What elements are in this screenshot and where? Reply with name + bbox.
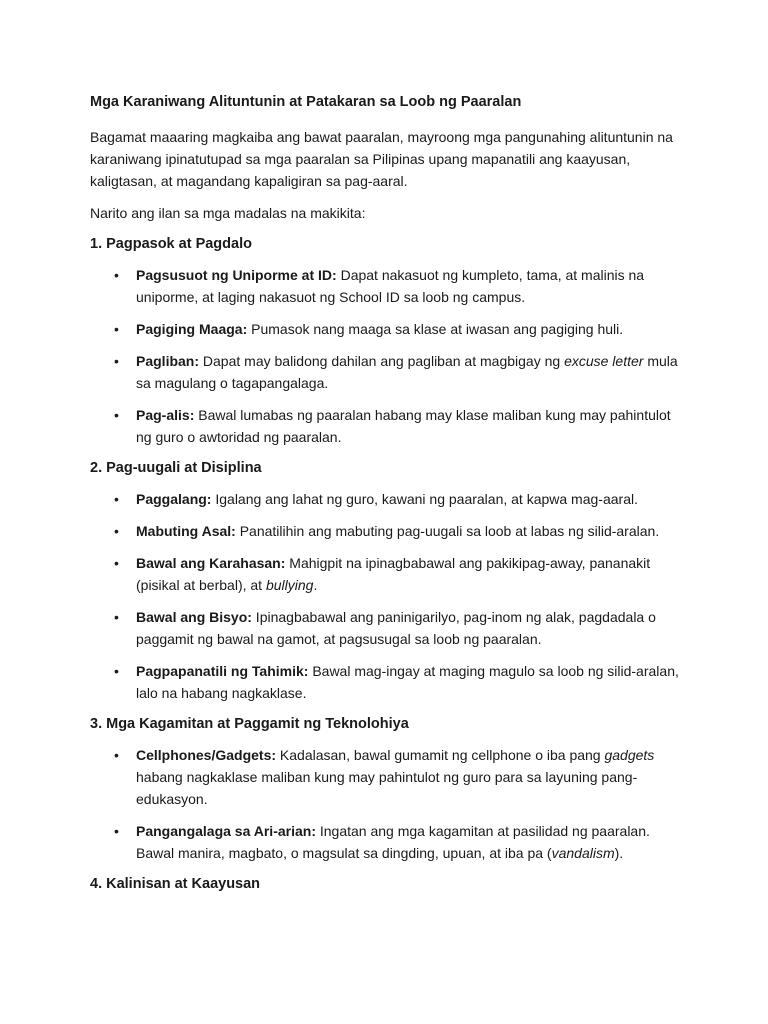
rule-text: Ipinagbabawal ang paninigarilyo, pag-inom ng alak, pagdadala o paggamit ng bawal na gamot, at pagsusugal sa loob ng paaralan. [136, 609, 656, 647]
list-item [90, 264, 688, 308]
section-heading: 4. Kalinisan at Kaayusan [90, 876, 261, 892]
rule-term: Pag-alis: [136, 407, 195, 423]
rule-term: Pangangalaga sa Ari-arian: [136, 823, 316, 839]
intro-paragraph: Bagamat maaaring magkaiba ang bawat paaralan, mayroong mga pangunahing alituntunin na karaniwang ipinatutupad sa mga paaralan sa Pilipinas upang mapanatili ang kaayusan, kaligtasan, at magandang kapaligiran sa pag-aaral. [90, 129, 673, 189]
rule-term: Paggalang: [136, 491, 212, 507]
list-item [90, 520, 688, 542]
bullet-icon: • [114, 555, 119, 571]
list-item [90, 404, 688, 448]
sections-container [90, 234, 688, 894]
list-item [90, 606, 688, 650]
rule-text: Kadalasan, bawal gumamit ng cellphone o iba pang [276, 747, 605, 763]
rule-text: Igalang ang lahat ng guro, kawani ng paaralan, at kapwa mag-aaral. [211, 491, 638, 507]
rule-text-continued: mula sa magulang o tagapangalaga. [136, 353, 678, 391]
rule-term: Bawal ang Bisyo: [136, 609, 252, 625]
section-heading: 1. Pagpasok at Pagdalo [90, 236, 252, 252]
rule-text: Bawal lumabas ng paaralan habang may klase maliban kung may pahintulot ng guro o awtoridad ng paaralan. [136, 407, 671, 445]
bullet-icon: • [114, 663, 119, 679]
bullet-icon: • [114, 523, 119, 539]
lead-paragraph: Narito ang ilan sa mga madalas na makikita: [90, 205, 366, 221]
rule-emphasis: gadgets [604, 747, 655, 763]
rule-list [90, 744, 688, 864]
rule-text: Dapat may balidong dahilan ang pagliban at magbigay ng [199, 353, 565, 369]
rule-emphasis: excuse letter [564, 353, 644, 369]
rule-list [90, 264, 688, 448]
rule-term: Pagsusuot ng Uniporme at ID: [136, 267, 337, 283]
document-title: Mga Karaniwang Alituntunin at Patakaran sa Loob ng Paaralan [90, 94, 522, 110]
rule-text-continued: . [313, 577, 318, 593]
rule-text-continued: ). [614, 845, 624, 861]
rule-text: Pumasok nang maaga sa klase at iwasan ang pagiging huli. [247, 321, 624, 337]
rule-text: Ingatan ang mga kagamitan at pasilidad ng paaralan. Bawal manira, magbato, o magsulat sa dingding, upuan, at iba pa ( [136, 823, 650, 861]
rule-emphasis: vandalism [551, 845, 615, 861]
rule-text: Dapat nakasuot ng kumpleto, tama, at malinis na uniporme, at laging nakasuot ng School ID sa loob ng campus. [136, 267, 645, 305]
rule-term: Mabuting Asal: [136, 523, 236, 539]
section-heading: 2. Pag-uugali at Disiplina [90, 460, 262, 476]
list-item [90, 552, 688, 596]
rule-emphasis: bullying [265, 577, 314, 593]
rule-term: Pagliban: [136, 353, 200, 369]
rule-term: Cellphones/Gadgets: [136, 747, 277, 763]
list-item [90, 488, 688, 510]
section-heading: 3. Mga Kagamitan at Paggamit ng Teknolohiya [90, 716, 409, 732]
bullet-icon: • [114, 321, 119, 337]
rule-text: Mahigpit na ipinagbabawal ang pakikipag-away, pananakit (pisikal at berbal), at [136, 555, 651, 593]
bullet-icon: • [114, 267, 119, 283]
list-item [90, 820, 688, 864]
list-item [90, 744, 688, 810]
rule-text: Panatilihin ang mabuting pag-uugali sa loob at labas ng silid-aralan. [235, 523, 660, 539]
bullet-icon: • [114, 747, 119, 763]
bullet-icon: • [114, 407, 119, 423]
bullet-icon: • [114, 823, 119, 839]
list-item [90, 350, 688, 394]
rule-text: Bawal mag-ingay at maging magulo sa loob ng silid-aralan, lalo na habang nagkaklase. [136, 663, 679, 701]
list-item [90, 660, 688, 704]
bullet-icon: • [114, 609, 119, 625]
rule-term: Pagpapanatili ng Tahimik: [136, 663, 309, 679]
list-item [90, 318, 688, 340]
rule-term: Pagiging Maaga: [136, 321, 248, 337]
bullet-icon: • [114, 353, 119, 369]
bullet-icon: • [114, 491, 119, 507]
rule-term: Bawal ang Karahasan: [136, 555, 286, 571]
rule-text-continued: habang nagkaklase maliban kung may pahintulot ng guro para sa layuning pang-edukasyon. [136, 769, 638, 807]
rule-list [90, 488, 688, 704]
